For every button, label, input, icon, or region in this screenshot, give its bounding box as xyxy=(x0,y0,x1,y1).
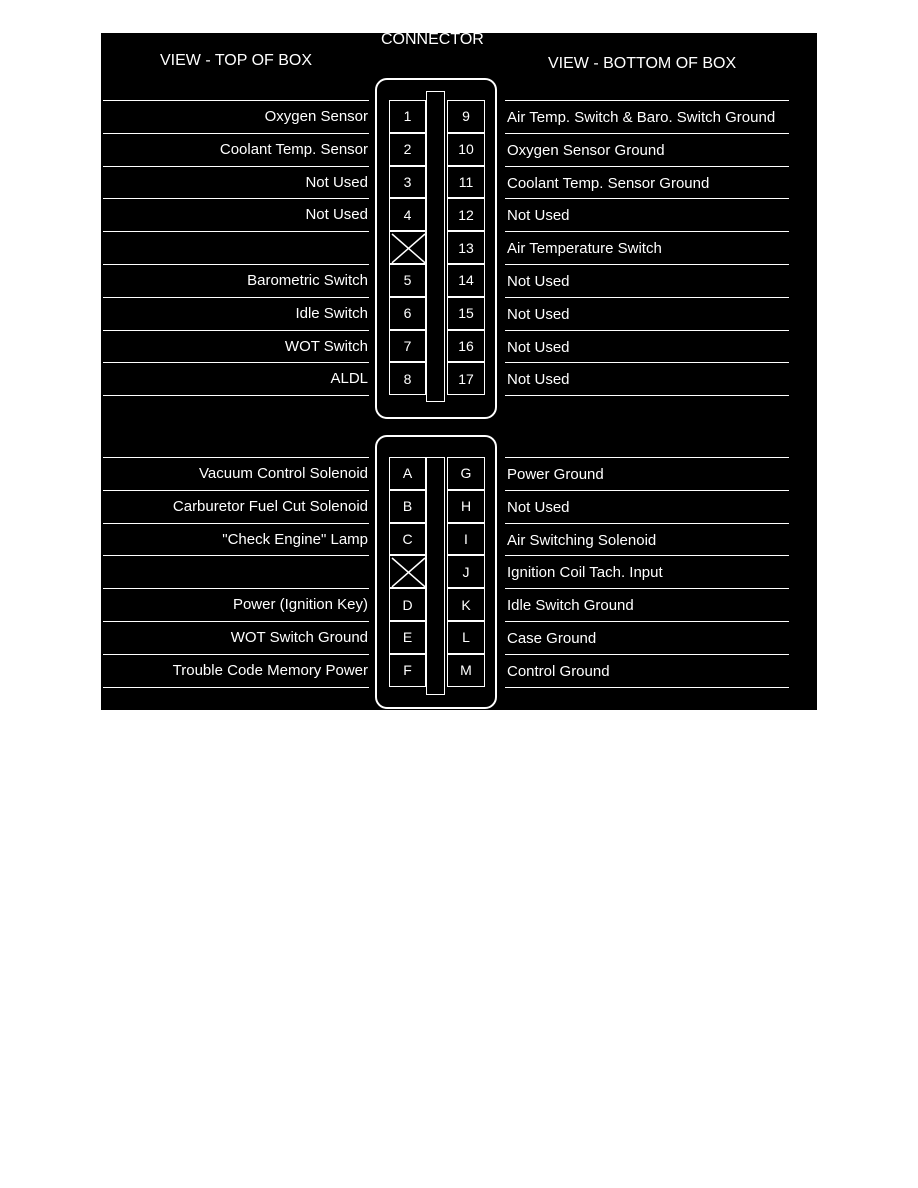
lower-connector-right-pin-label: Case Ground xyxy=(507,630,597,647)
upper-connector-right-separator xyxy=(505,166,789,167)
blocked-cavity-x-icon xyxy=(390,556,427,589)
lower-connector-left-pin-label: WOT Switch Ground xyxy=(230,629,368,646)
upper-connector-left-pin-label: ALDL xyxy=(330,370,368,388)
lower-connector-left-separator xyxy=(103,621,369,622)
upper-connector-right-separator xyxy=(505,198,789,199)
lower-connector-left-separator xyxy=(103,588,369,589)
upper-connector-right-separator xyxy=(505,231,789,232)
lower-connector-right-separator xyxy=(505,654,789,655)
lower-connector-right-separator xyxy=(505,457,789,458)
upper-connector-right-separator xyxy=(505,100,789,101)
upper-connector-left-separator xyxy=(103,330,369,331)
upper-connector-left-separator xyxy=(103,231,369,232)
lower-connector-right-pin: I xyxy=(447,523,485,556)
upper-connector-left-separator xyxy=(103,166,369,167)
upper-connector-left-pin-label: Coolant Temp. Sensor xyxy=(219,140,368,158)
lower-connector-right-separator xyxy=(505,621,789,622)
lower-connector-right-pin-label: Power Ground xyxy=(507,466,604,483)
upper-connector-left-separator xyxy=(103,395,369,396)
upper-connector-right-separator xyxy=(505,330,789,331)
lower-connector-left-pin: B xyxy=(389,490,426,523)
lower-connector-left-pin-label: Carburetor Fuel Cut Solenoid xyxy=(172,497,368,515)
lower-connector-left-pin-label: "Check Engine" Lamp xyxy=(222,530,368,548)
lower-connector-left-pin-label: Vacuum Control Solenoid xyxy=(199,465,368,482)
upper-connector-right-separator xyxy=(505,133,789,134)
upper-connector-right-pin-label: Not Used xyxy=(507,371,570,389)
upper-connector-right-pin: 11 xyxy=(447,166,485,199)
lower-connector-left-separator xyxy=(103,457,369,458)
lower-connector-left-separator xyxy=(103,555,369,556)
upper-connector-right-separator xyxy=(505,264,789,265)
lower-connector-right-separator xyxy=(505,588,789,589)
upper-connector-left-pin: 4 xyxy=(389,198,426,231)
lower-connector-left-pin: D xyxy=(389,588,426,621)
lower-connector-right-separator xyxy=(505,687,789,688)
lower-connector-divider xyxy=(426,457,445,695)
upper-connector-left-pin: 1 xyxy=(389,100,426,133)
upper-connector-right-pin: 10 xyxy=(447,133,485,166)
upper-connector-right-pin: 13 xyxy=(447,231,485,264)
lower-connector-left-pin: C xyxy=(389,523,426,556)
lower-connector-left-pin-label: Trouble Code Memory Power xyxy=(172,661,368,679)
upper-connector-left-separator xyxy=(103,198,369,199)
lower-connector-right-pin: H xyxy=(447,490,485,523)
top-view-header: VIEW - TOP OF BOX xyxy=(160,52,313,69)
upper-connector-right-separator xyxy=(505,297,789,298)
upper-connector-right-pin-label: Oxygen Sensor Ground xyxy=(507,141,665,159)
upper-connector-left-separator xyxy=(103,100,369,101)
upper-connector-left-pin: 6 xyxy=(389,297,426,330)
connector-pinout-diagram xyxy=(101,33,817,710)
upper-connector-left-pin-label: Idle Switch xyxy=(295,304,368,322)
bottom-view-header: VIEW - BOTTOM OF BOX xyxy=(548,55,737,72)
upper-connector-left-pin: 8 xyxy=(389,362,426,395)
upper-connector-left-separator xyxy=(103,264,369,265)
lower-connector-left-separator xyxy=(103,687,369,688)
upper-connector-left-pin-label: Barometric Switch xyxy=(247,272,368,289)
upper-connector-divider xyxy=(426,91,445,402)
upper-connector-left-pin-label: Oxygen Sensor xyxy=(264,108,368,125)
lower-connector-left-separator xyxy=(103,490,369,491)
upper-connector-right-pin: 15 xyxy=(447,297,485,330)
upper-connector-right-pin: 14 xyxy=(447,264,485,297)
upper-connector-right-pin: 12 xyxy=(447,198,485,231)
lower-connector-left-pin: A xyxy=(389,457,426,490)
lower-connector-right-pin-label: Idle Switch Ground xyxy=(507,597,634,615)
upper-connector-left-separator xyxy=(103,133,369,134)
lower-connector-right-pin-label: Control Ground xyxy=(507,662,610,680)
upper-connector-left-pin: 7 xyxy=(389,330,426,363)
upper-connector-right-pin-label: Not Used xyxy=(507,207,570,225)
upper-connector-right-pin-label: Air Temperature Switch xyxy=(507,240,662,258)
lower-connector-right-pin-label: Air Switching Solenoid xyxy=(507,531,657,549)
lower-connector-right-pin: G xyxy=(447,457,485,490)
upper-connector-right-pin-label: Coolant Temp. Sensor Ground xyxy=(507,174,710,192)
upper-connector-right-pin: 16 xyxy=(447,330,485,363)
upper-connector-left-separator xyxy=(103,297,369,298)
lower-connector-left-pin: E xyxy=(389,621,426,654)
upper-connector-right-pin: 9 xyxy=(447,100,485,133)
upper-connector-left-separator xyxy=(103,362,369,363)
lower-connector-right-pin-label: Not Used xyxy=(507,498,570,516)
lower-connector-left-separator xyxy=(103,523,369,524)
lower-connector-left-pin-label: Power (Ignition Key) xyxy=(232,596,368,614)
upper-connector-right-pin: 17 xyxy=(447,362,485,395)
upper-connector-left-pin: 5 xyxy=(389,264,426,297)
upper-connector-right-separator xyxy=(505,395,789,396)
upper-connector-left-pin-label: WOT Switch xyxy=(284,337,368,355)
upper-connector-left-pin-label: Not Used xyxy=(305,173,368,191)
upper-connector-right-pin-label: Air Temp. Switch & Baro. Switch Ground xyxy=(507,109,776,126)
upper-connector-right-pin-label: Not Used xyxy=(507,338,570,356)
upper-connector-left-pin-label: Not Used xyxy=(305,206,368,224)
upper-connector-left-pin: 3 xyxy=(389,166,426,199)
lower-connector-right-separator xyxy=(505,555,789,556)
upper-connector-empty-pin-cavity xyxy=(389,231,426,264)
lower-connector-right-pin: M xyxy=(447,654,485,687)
connector-title: CONNECTOR xyxy=(381,33,484,48)
lower-connector-empty-pin-cavity xyxy=(389,555,426,588)
lower-connector-right-pin: L xyxy=(447,621,485,654)
upper-connector-right-pin-label: Not Used xyxy=(507,305,570,323)
lower-connector-right-pin: J xyxy=(447,555,485,588)
upper-connector-right-separator xyxy=(505,362,789,363)
lower-connector-right-pin-label: Ignition Coil Tach. Input xyxy=(507,564,663,582)
lower-connector-right-separator xyxy=(505,490,789,491)
upper-connector-left-pin: 2 xyxy=(389,133,426,166)
lower-connector-right-pin: K xyxy=(447,588,485,621)
upper-connector-right-pin-label: Not Used xyxy=(507,273,570,290)
lower-connector-left-pin: F xyxy=(389,654,426,687)
blocked-cavity-x-icon xyxy=(390,232,427,265)
lower-connector-right-separator xyxy=(505,523,789,524)
lower-connector-left-separator xyxy=(103,654,369,655)
